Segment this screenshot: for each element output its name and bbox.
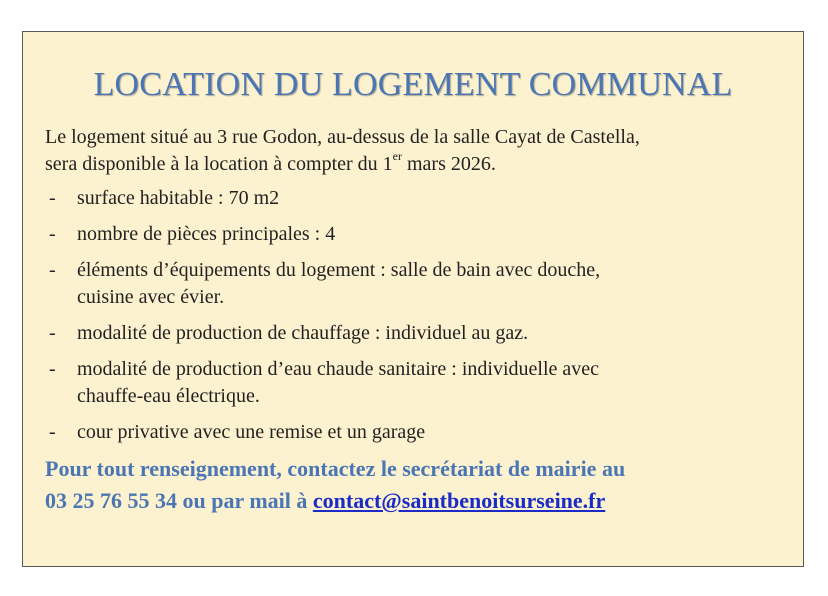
feature-text: modalité de production de chauffage : individuel au gaz. [77, 322, 529, 344]
bullet-dash: - [49, 421, 56, 443]
intro-line-2: sera disponible à la location à compter du 1 [45, 153, 393, 175]
bullet-dash: - [49, 259, 56, 281]
intro-line-1: Le logement situé au 3 rue Godon, au-dessus de la salle Cayat de Castella, [45, 126, 640, 148]
bullet-dash: - [49, 358, 56, 380]
feature-item [45, 320, 600, 347]
feature-text: éléments d’équipements du logement : salle de bain avec douche, [77, 259, 601, 281]
bullet-dash: - [49, 322, 56, 344]
feature-text: surface habitable : 70 m2 [77, 187, 280, 209]
feature-item [45, 419, 600, 446]
intro-paragraph [45, 124, 640, 178]
feature-text: modalité de production d’eau chaude sanitaire : individuelle avec [77, 358, 600, 380]
intro-line-2-end: mars 2026. [402, 153, 496, 175]
bullet-dash: - [49, 187, 56, 209]
contact-phone-text: 03 25 76 55 34 ou par mail à [45, 488, 313, 513]
intro-superscript: er [392, 149, 402, 164]
feature-text: chauffe-eau électrique. [77, 385, 260, 407]
feature-item [45, 185, 600, 212]
feature-item [45, 257, 600, 311]
feature-text: cuisine avec évier. [77, 286, 225, 308]
features-list [45, 185, 600, 455]
notice-box [22, 31, 804, 567]
feature-text: cour privative avec une remise et un garage [77, 421, 426, 443]
contact-email-link[interactable]: contact@saintbenoitsurseine.fr [312, 488, 606, 513]
feature-item [45, 356, 600, 410]
feature-text: nombre de pièces principales : 4 [77, 223, 336, 245]
feature-item [45, 221, 600, 248]
notice-title: LOCATION DU LOGEMENT COMMUNAL [93, 66, 733, 103]
bullet-dash: - [49, 223, 56, 245]
contact-line-1: Pour tout renseignement, contactez le secrétariat de mairie au [45, 456, 626, 481]
contact-paragraph [45, 453, 625, 517]
